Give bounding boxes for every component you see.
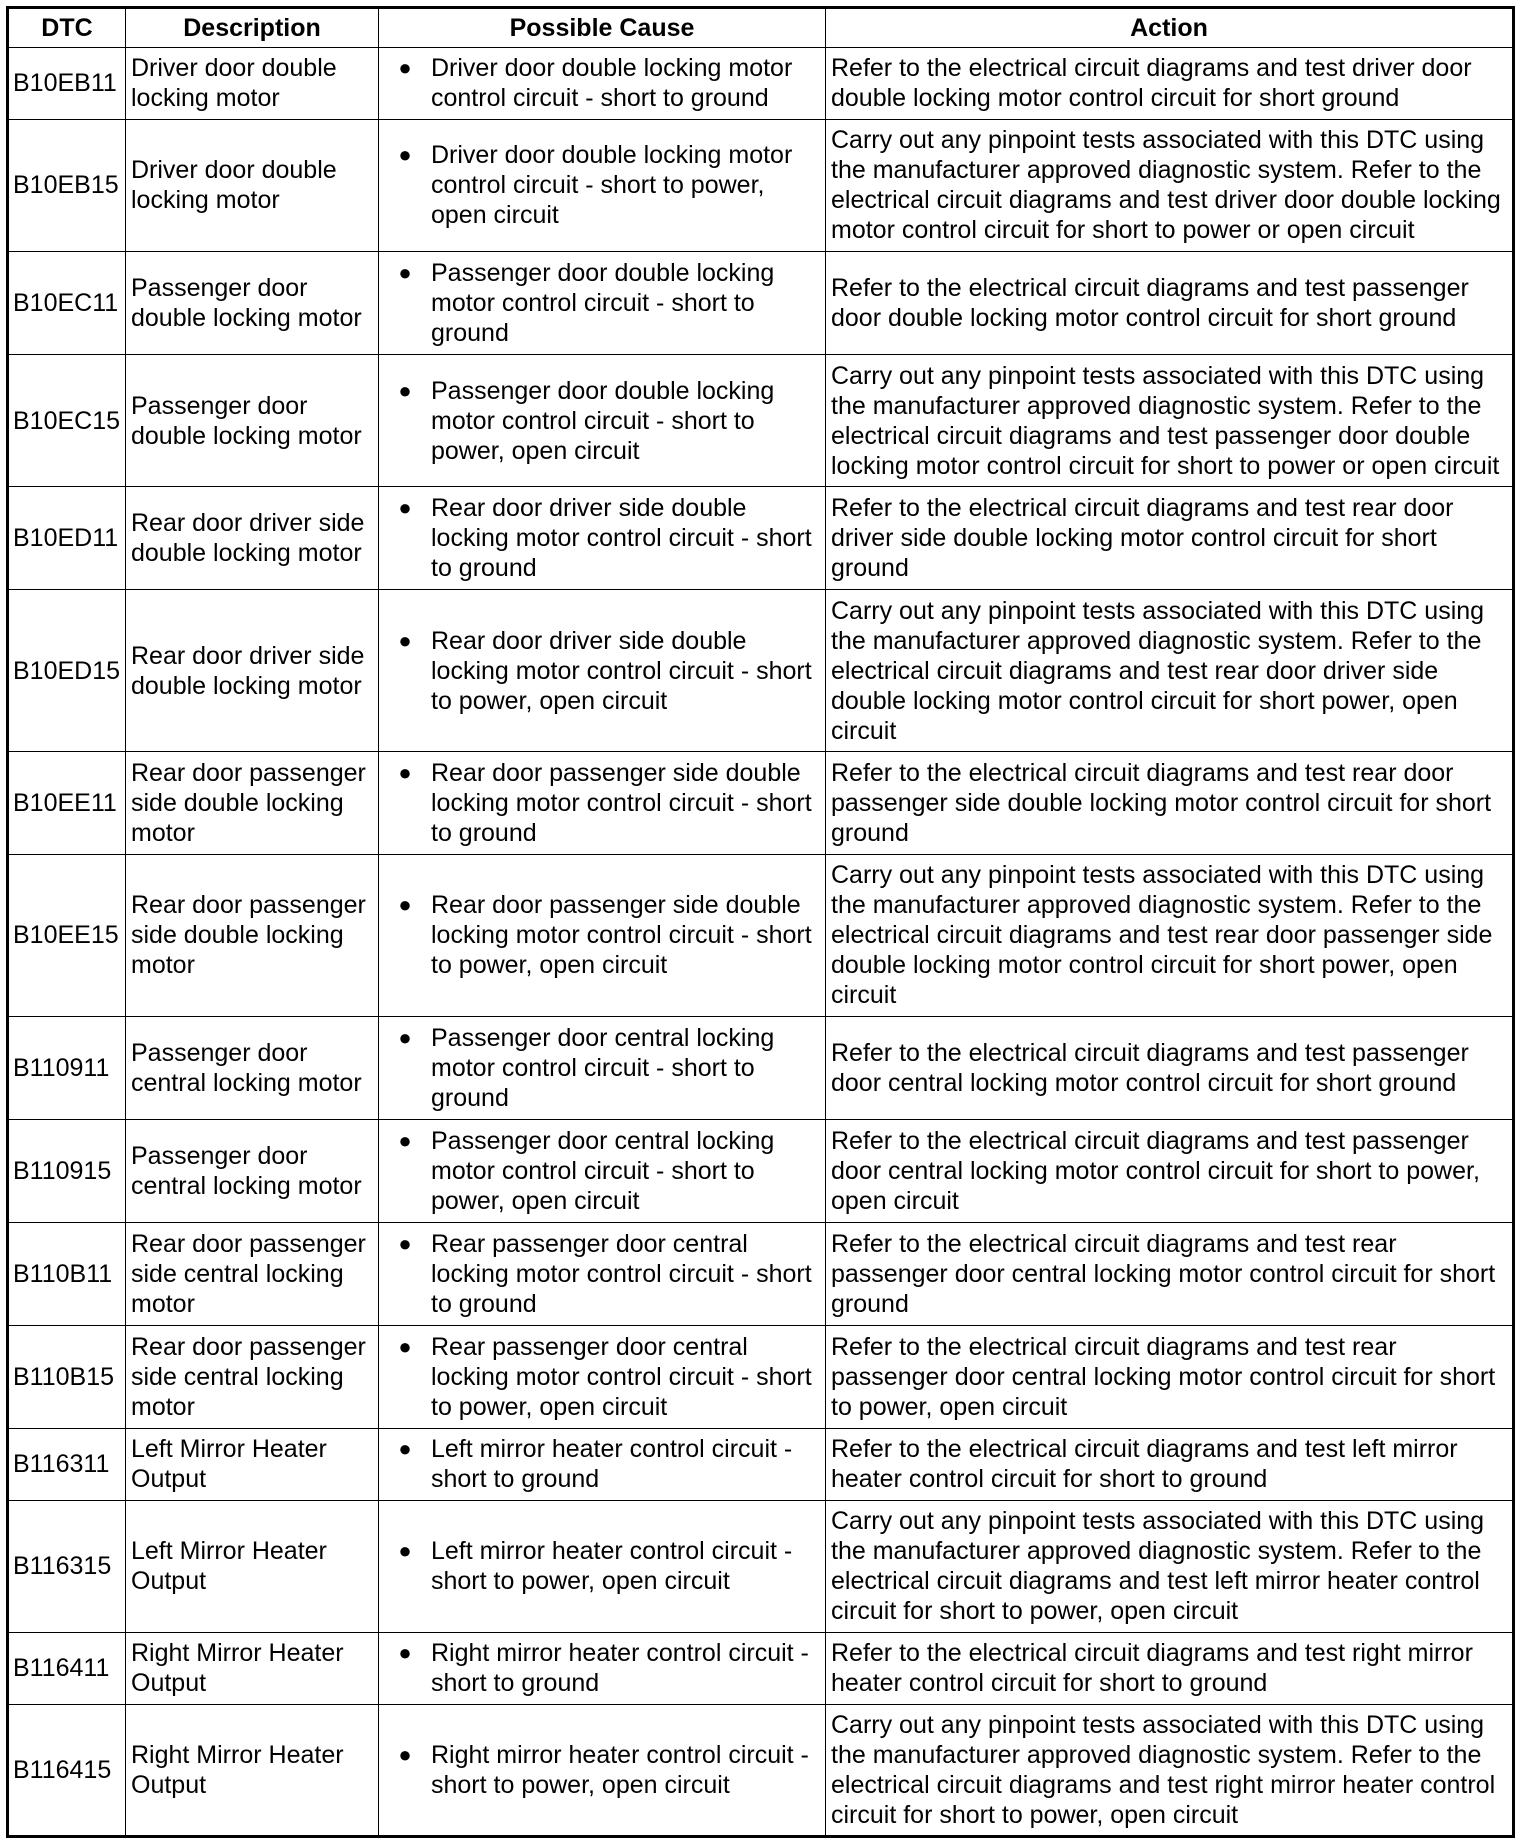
possible-cause-cell <box>379 752 826 855</box>
table-row <box>8 252 1514 355</box>
action-cell: Carry out any pinpoint tests associated with this DTC using the manufacturer approved diagnostic system. Refer to the electrical circuit diagrams and test left mirror heater control circuit for short to power, open circuit <box>826 1500 1514 1632</box>
cause-bullet-item <box>379 758 819 848</box>
action-cell: Carry out any pinpoint tests associated with this DTC using the manufacturer approved diagnostic system. Refer to the electrical circuit diagrams and test passenger door double locking motor control circuit for short to power or open circuit <box>826 355 1514 487</box>
table-row <box>8 1500 1514 1632</box>
action-cell: Carry out any pinpoint tests associated with this DTC using the manufacturer approved diagnostic system. Refer to the electrical circuit diagrams and test rear door passenger side double locking motor control circuit for short power, open circuit <box>826 855 1514 1017</box>
cause-text: Passenger door double locking motor control circuit - short to ground <box>431 259 775 348</box>
cause-text: Rear door passenger side double locking motor control circuit - short to ground <box>431 759 812 848</box>
dtc-code-cell: B10ED15 <box>8 590 126 752</box>
action-cell: Refer to the electrical circuit diagrams and test passenger door central locking motor control circuit for short to power, open circuit <box>826 1119 1514 1222</box>
cause-text: Passenger door central locking motor control circuit - short to power, open circuit <box>431 1126 775 1215</box>
cause-bullet-item <box>379 258 819 348</box>
table-row <box>8 752 1514 855</box>
possible-cause-cell <box>379 1325 826 1428</box>
cause-text: Rear door driver side double locking motor control circuit - short to ground <box>431 494 812 583</box>
cause-bullet-item <box>379 1434 819 1494</box>
header-possible-cause: Possible Cause <box>379 8 826 48</box>
bullet-icon: ● <box>398 377 412 403</box>
dtc-code-cell: B116311 <box>8 1428 126 1500</box>
possible-cause-cell <box>379 1428 826 1500</box>
description-cell: Rear door passenger side double locking motor <box>126 752 379 855</box>
dtc-code-cell: B110915 <box>8 1119 126 1222</box>
cause-text: Right mirror heater control circuit - short to power, open circuit <box>431 1740 809 1799</box>
description-cell: Rear door passenger side central locking motor <box>126 1222 379 1325</box>
header-description: Description <box>126 8 379 48</box>
possible-cause-cell <box>379 855 826 1017</box>
possible-cause-cell <box>379 1119 826 1222</box>
bullet-icon: ● <box>398 55 412 81</box>
action-cell: Refer to the electrical circuit diagrams and test driver door double locking motor control circuit for short ground <box>826 48 1514 120</box>
table-row <box>8 1325 1514 1428</box>
description-cell: Left Mirror Heater Output <box>126 1428 379 1500</box>
description-cell: Rear door passenger side double locking motor <box>126 855 379 1017</box>
cause-bullet-item <box>379 1536 819 1596</box>
description-cell: Rear door driver side double locking motor <box>126 590 379 752</box>
possible-cause-cell <box>379 48 826 120</box>
dtc-table <box>6 6 1515 1838</box>
bullet-icon: ● <box>398 1538 412 1564</box>
bullet-icon: ● <box>398 892 412 918</box>
cause-bullet-item <box>379 1332 819 1422</box>
bullet-icon: ● <box>398 1436 412 1462</box>
action-cell: Refer to the electrical circuit diagrams and test rear door passenger side double locking motor control circuit for short ground <box>826 752 1514 855</box>
possible-cause-cell <box>379 1704 826 1836</box>
cause-text: Rear door driver side double locking motor control circuit - short to power, open circuit <box>431 626 812 715</box>
description-cell: Passenger door double locking motor <box>126 252 379 355</box>
bullet-icon: ● <box>398 627 412 653</box>
cause-bullet-item <box>379 1023 819 1113</box>
action-cell: Refer to the electrical circuit diagrams and test rear passenger door central locking motor control circuit for short ground <box>826 1222 1514 1325</box>
action-cell: Refer to the electrical circuit diagrams and test passenger door central locking motor control circuit for short ground <box>826 1016 1514 1119</box>
description-cell: Passenger door double locking motor <box>126 355 379 487</box>
description-cell: Passenger door central locking motor <box>126 1119 379 1222</box>
description-cell: Right Mirror Heater Output <box>126 1632 379 1704</box>
table-row <box>8 48 1514 120</box>
cause-bullet-item <box>379 1740 819 1800</box>
cause-text: Passenger door double locking motor control circuit - short to power, open circuit <box>431 376 775 465</box>
cause-text: Rear passenger door central locking motor control circuit - short to ground <box>431 1229 812 1318</box>
dtc-code-cell: B10ED11 <box>8 487 126 590</box>
description-cell: Rear door driver side double locking motor <box>126 487 379 590</box>
cause-text: Rear passenger door central locking motor control circuit - short to power, open circuit <box>431 1332 812 1421</box>
possible-cause-cell <box>379 252 826 355</box>
table-row <box>8 1119 1514 1222</box>
cause-bullet-item <box>379 1229 819 1319</box>
possible-cause-cell <box>379 590 826 752</box>
action-cell: Refer to the electrical circuit diagrams and test left mirror heater control circuit for short to ground <box>826 1428 1514 1500</box>
cause-text: Left mirror heater control circuit - short to power, open circuit <box>431 1537 793 1596</box>
bullet-icon: ● <box>398 760 412 786</box>
description-cell: Right Mirror Heater Output <box>126 1704 379 1836</box>
dtc-code-cell: B10EB11 <box>8 48 126 120</box>
table-row <box>8 1632 1514 1704</box>
cause-text: Driver door double locking motor control circuit - short to power, open circuit <box>431 141 793 230</box>
cause-text: Right mirror heater control circuit - short to ground <box>431 1639 809 1698</box>
bullet-icon: ● <box>398 1230 412 1256</box>
cause-bullet-item <box>379 1126 819 1216</box>
table-row <box>8 487 1514 590</box>
bullet-icon: ● <box>398 1127 412 1153</box>
description-cell: Driver door double locking motor <box>126 48 379 120</box>
possible-cause-cell <box>379 1500 826 1632</box>
bullet-icon: ● <box>398 1024 412 1050</box>
dtc-code-cell: B110B15 <box>8 1325 126 1428</box>
bullet-icon: ● <box>398 495 412 521</box>
header-row <box>8 8 1514 48</box>
possible-cause-cell <box>379 119 826 251</box>
table-row <box>8 1428 1514 1500</box>
possible-cause-cell <box>379 1016 826 1119</box>
table-row <box>8 355 1514 487</box>
table-row <box>8 1704 1514 1836</box>
table-row <box>8 855 1514 1017</box>
dtc-code-cell: B10EC11 <box>8 252 126 355</box>
dtc-code-cell: B10EE11 <box>8 752 126 855</box>
dtc-code-cell: B10EB15 <box>8 119 126 251</box>
description-cell: Rear door passenger side central locking motor <box>126 1325 379 1428</box>
cause-bullet-item <box>379 493 819 583</box>
bullet-icon: ● <box>398 1741 412 1767</box>
cause-bullet-item <box>379 140 819 230</box>
description-cell: Passenger door central locking motor <box>126 1016 379 1119</box>
table-body <box>8 48 1514 1837</box>
cause-bullet-item <box>379 376 819 466</box>
action-cell: Carry out any pinpoint tests associated with this DTC using the manufacturer approved diagnostic system. Refer to the electrical circuit diagrams and test driver door double locking motor control circuit for short to power or open circuit <box>826 119 1514 251</box>
action-cell: Refer to the electrical circuit diagrams and test passenger door double locking motor control circuit for short ground <box>826 252 1514 355</box>
dtc-code-cell: B116411 <box>8 1632 126 1704</box>
bullet-icon: ● <box>398 260 412 286</box>
action-cell: Refer to the electrical circuit diagrams and test right mirror heater control circuit for short to ground <box>826 1632 1514 1704</box>
dtc-code-cell: B116315 <box>8 1500 126 1632</box>
cause-bullet-item <box>379 1638 819 1698</box>
cause-text: Rear door passenger side double locking motor control circuit - short to power, open circuit <box>431 891 812 980</box>
cause-text: Left mirror heater control circuit - short to ground <box>431 1435 793 1494</box>
action-cell: Refer to the electrical circuit diagrams and test rear door driver side double locking motor control circuit for short ground <box>826 487 1514 590</box>
dtc-code-cell: B110B11 <box>8 1222 126 1325</box>
cause-bullet-item <box>379 626 819 716</box>
possible-cause-cell <box>379 1222 826 1325</box>
table-row <box>8 1222 1514 1325</box>
cause-text: Driver door double locking motor control circuit - short to ground <box>431 54 793 113</box>
possible-cause-cell <box>379 487 826 590</box>
action-cell: Carry out any pinpoint tests associated with this DTC using the manufacturer approved diagnostic system. Refer to the electrical circuit diagrams and test right mirror heater control circuit for short to power, open circuit <box>826 1704 1514 1836</box>
dtc-code-cell: B110911 <box>8 1016 126 1119</box>
dtc-code-cell: B10EC15 <box>8 355 126 487</box>
bullet-icon: ● <box>398 1640 412 1666</box>
header-dtc: DTC <box>8 8 126 48</box>
dtc-code-cell: B10EE15 <box>8 855 126 1017</box>
table-row <box>8 590 1514 752</box>
possible-cause-cell <box>379 1632 826 1704</box>
possible-cause-cell <box>379 355 826 487</box>
cause-bullet-item <box>379 53 819 113</box>
action-cell: Carry out any pinpoint tests associated with this DTC using the manufacturer approved diagnostic system. Refer to the electrical circuit diagrams and test rear door driver side double locking motor control circuit for short power, open circuit <box>826 590 1514 752</box>
bullet-icon: ● <box>398 1333 412 1359</box>
cause-text: Passenger door central locking motor control circuit - short to ground <box>431 1023 775 1112</box>
cause-bullet-item <box>379 890 819 980</box>
description-cell: Left Mirror Heater Output <box>126 1500 379 1632</box>
action-cell: Refer to the electrical circuit diagrams and test rear passenger door central locking motor control circuit for short to power, open circuit <box>826 1325 1514 1428</box>
table-row <box>8 1016 1514 1119</box>
table-row <box>8 119 1514 251</box>
bullet-icon: ● <box>398 142 412 168</box>
header-action: Action <box>826 8 1514 48</box>
description-cell: Driver door double locking motor <box>126 119 379 251</box>
dtc-code-cell: B116415 <box>8 1704 126 1836</box>
